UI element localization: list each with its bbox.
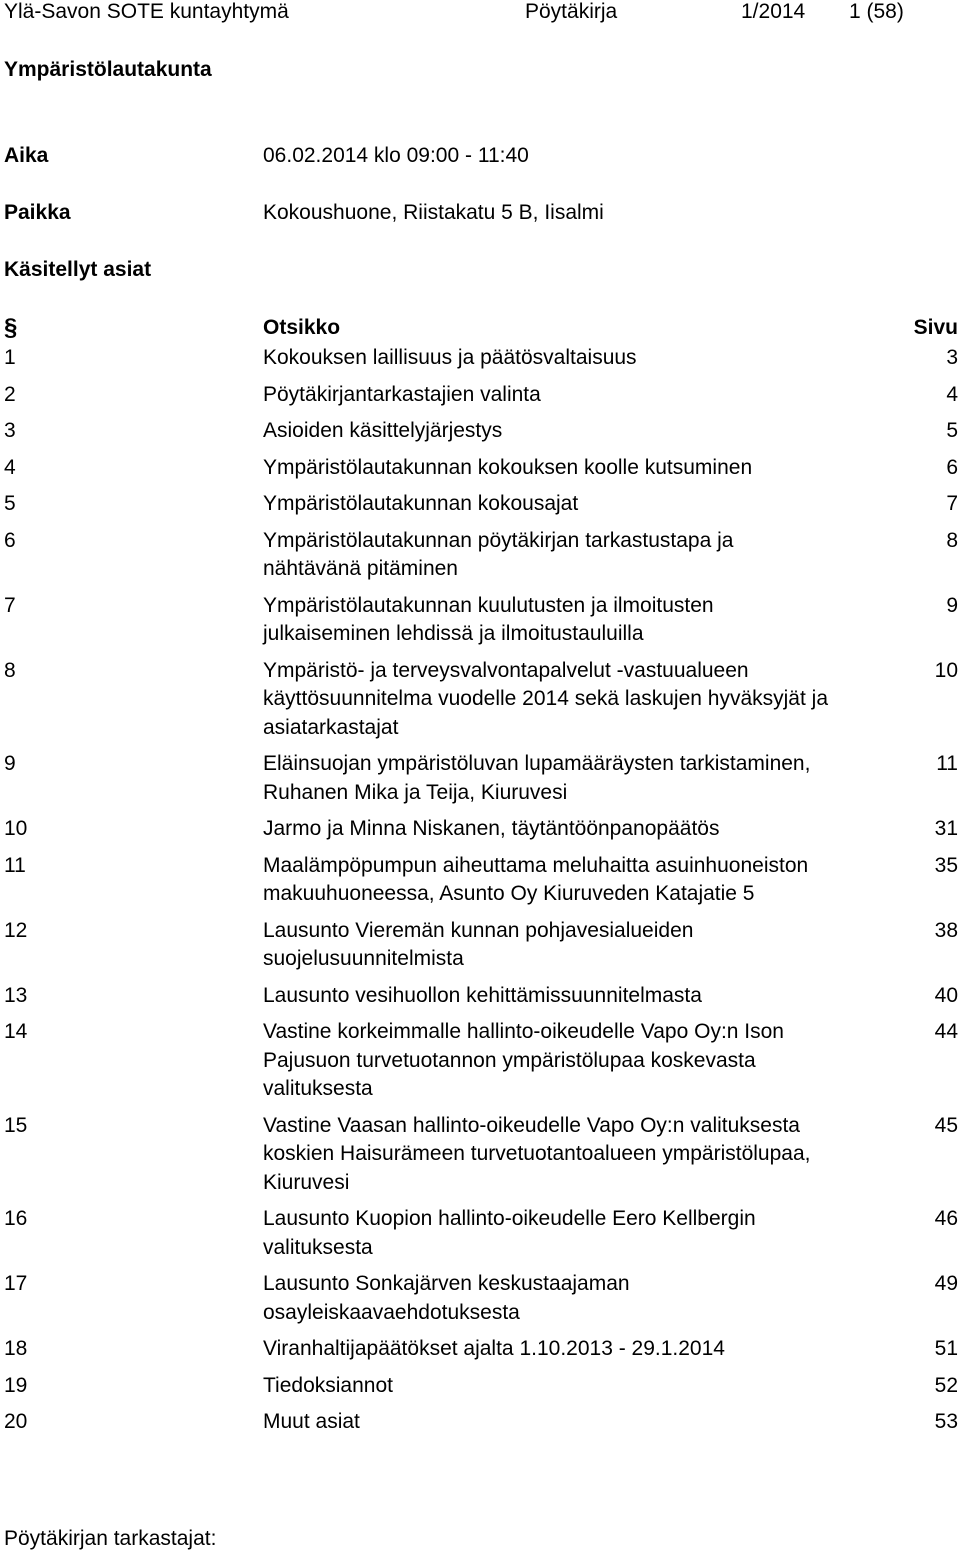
toc-row-title: Maalämpöpumpun aiheuttama meluhaitta asuinhuoneiston makuuhuoneessa, Asunto Oy Kiuruveden Katajatie 5 <box>263 853 809 905</box>
time-value: 06.02.2014 klo 09:00 - 11:40 <box>263 144 529 167</box>
toc-row-page: 40 <box>934 983 958 1007</box>
toc-row-number: 2 <box>4 382 16 406</box>
toc-row <box>0 852 960 909</box>
toc-row-number: 17 <box>4 1272 28 1295</box>
document-type: Pöytäkirja <box>525 0 618 23</box>
inspectors-label: Pöytäkirjan tarkastajat: <box>4 1527 217 1550</box>
committee-name: Ympäristölautakunta <box>4 58 212 81</box>
organization-name: Ylä-Savon SOTE kuntayhtymä <box>4 0 289 23</box>
toc-row-page: 44 <box>934 1020 958 1043</box>
toc-row <box>0 1205 960 1262</box>
toc-row <box>0 917 960 974</box>
items-label: Käsitellyt asiat <box>4 258 152 281</box>
toc-header-row <box>0 312 960 344</box>
toc-row-number: 5 <box>4 492 16 515</box>
toc-row-title: Viranhaltijapäätökset ajalta 1.10.2013 - 29.1.2014 <box>263 1337 725 1360</box>
toc-row-page: 35 <box>934 853 958 877</box>
table-of-contents <box>0 312 960 1437</box>
toc-row-page: 11 <box>936 752 958 775</box>
toc-row-number: 18 <box>4 1337 28 1360</box>
toc-row <box>0 1372 960 1401</box>
toc-row-page: 38 <box>934 918 958 942</box>
toc-row-title: Pöytäkirjantarkastajien valinta <box>263 382 541 406</box>
toc-row-number: 1 <box>4 346 16 369</box>
toc-row-title: Eläinsuojan ympäristöluvan lupamääräysten tarkistaminen, Ruhanen Mika ja Teija, Kiuruvesi <box>263 752 811 804</box>
toc-row <box>0 490 960 519</box>
toc-row-number: 19 <box>4 1373 28 1397</box>
time-label: Aika <box>4 144 49 167</box>
toc-row-page: 51 <box>934 1337 958 1360</box>
toc-row <box>0 344 960 373</box>
toc-row-title: Kokouksen laillisuus ja päätösvaltaisuus <box>263 346 637 369</box>
toc-row-number: 7 <box>4 593 16 617</box>
toc-row-title: Ympäristö- ja terveysvalvontapalvelut -vastuualueen käyttösuunnitelma vuodelle 2014 sekä laskujen hyväksyjät ja asiatarkastajat <box>263 658 829 739</box>
toc-row-title: Vastine korkeimmalle hallinto-oikeudelle Vapo Oy:n Ison Pajusuon turvetuotannon ympäristölupaa koskevasta valituksesta <box>263 1020 784 1100</box>
toc-row-number: 3 <box>4 419 16 442</box>
toc-row <box>0 381 960 410</box>
toc-row-page: 3 <box>946 346 958 369</box>
toc-row-title: Ympäristölautakunnan kokouksen koolle kutsuminen <box>263 455 753 479</box>
toc-row-page: 53 <box>934 1410 958 1433</box>
toc-row <box>0 527 960 584</box>
toc-row-number: 15 <box>4 1113 28 1137</box>
section-symbol-icon: § <box>4 314 18 341</box>
toc-row-title: Tiedoksiannot <box>263 1373 393 1397</box>
toc-row-page: 31 <box>934 817 958 840</box>
toc-row-title: Jarmo ja Minna Niskanen, täytäntöönpanopäätös <box>263 817 720 840</box>
toc-row-page: 46 <box>934 1207 958 1230</box>
toc-row-title: Lausunto vesihuollon kehittämissuunnitelmasta <box>263 983 702 1007</box>
toc-row-page: 49 <box>934 1272 958 1295</box>
toc-row <box>0 815 960 844</box>
toc-rows <box>0 344 960 1437</box>
toc-row-page: 6 <box>946 455 958 479</box>
toc-row <box>0 750 960 807</box>
toc-row-title: Lausunto Kuopion hallinto-oikeudelle Eero Kellbergin valituksesta <box>263 1207 756 1259</box>
toc-row-number: 6 <box>4 528 16 552</box>
toc-page-header: Sivu <box>913 316 958 339</box>
toc-row-number: 9 <box>4 752 16 775</box>
place-value: Kokoushuone, Riistakatu 5 B, Iisalmi <box>263 201 604 224</box>
toc-row-page: 7 <box>946 492 958 515</box>
place-label: Paikka <box>4 201 71 224</box>
toc-row <box>0 592 960 649</box>
toc-row-page: 4 <box>946 382 958 406</box>
toc-row-number: 14 <box>4 1020 28 1043</box>
toc-row-title: Lausunto Vieremän kunnan pohjavesialueiden suojelusuunnitelmista <box>263 918 694 970</box>
toc-row-number: 8 <box>4 658 16 682</box>
toc-row-page: 8 <box>946 528 958 552</box>
toc-row-page: 5 <box>946 419 958 442</box>
document-header <box>0 0 960 26</box>
toc-row <box>0 417 960 446</box>
toc-row <box>0 1018 960 1104</box>
toc-row-page: 10 <box>934 658 958 682</box>
toc-row-title: Muut asiat <box>263 1410 360 1433</box>
toc-row-number: 10 <box>4 817 28 840</box>
toc-row-title: Ympäristölautakunnan pöytäkirjan tarkastustapa ja nähtävänä pitäminen <box>263 528 734 580</box>
document-number: 1/2014 <box>741 0 806 23</box>
toc-row <box>0 1112 960 1198</box>
page-indicator: 1 (58) <box>849 0 904 23</box>
toc-row-number: 16 <box>4 1207 28 1230</box>
toc-row-number: 12 <box>4 918 28 942</box>
toc-row-title: Asioiden käsittelyjärjestys <box>263 419 503 442</box>
toc-row-number: 20 <box>4 1410 28 1433</box>
toc-row <box>0 1270 960 1327</box>
toc-row-title: Ympäristölautakunnan kokousajat <box>263 492 579 515</box>
toc-row <box>0 1335 960 1364</box>
toc-row-page: 52 <box>934 1373 958 1397</box>
toc-row-title: Vastine Vaasan hallinto-oikeudelle Vapo Oy:n valituksesta koskien Haisurämeen turvetuotantoalueen ympäristölupaa, Kiuruvesi <box>263 1113 811 1194</box>
toc-row-number: 13 <box>4 983 28 1007</box>
toc-row-page: 45 <box>934 1113 958 1137</box>
toc-row-number: 11 <box>4 853 26 877</box>
toc-row <box>0 657 960 743</box>
toc-row <box>0 1408 960 1437</box>
toc-row-title: Lausunto Sonkajärven keskustaajaman osayleiskaavaehdotuksesta <box>263 1272 630 1324</box>
toc-row <box>0 982 960 1011</box>
toc-row <box>0 454 960 483</box>
toc-title-header: Otsikko <box>263 316 341 339</box>
toc-row-number: 4 <box>4 455 16 479</box>
toc-row-page: 9 <box>946 593 958 617</box>
toc-row-title: Ympäristölautakunnan kuulutusten ja ilmoitusten julkaiseminen lehdissä ja ilmoitustauluilla <box>263 593 714 645</box>
